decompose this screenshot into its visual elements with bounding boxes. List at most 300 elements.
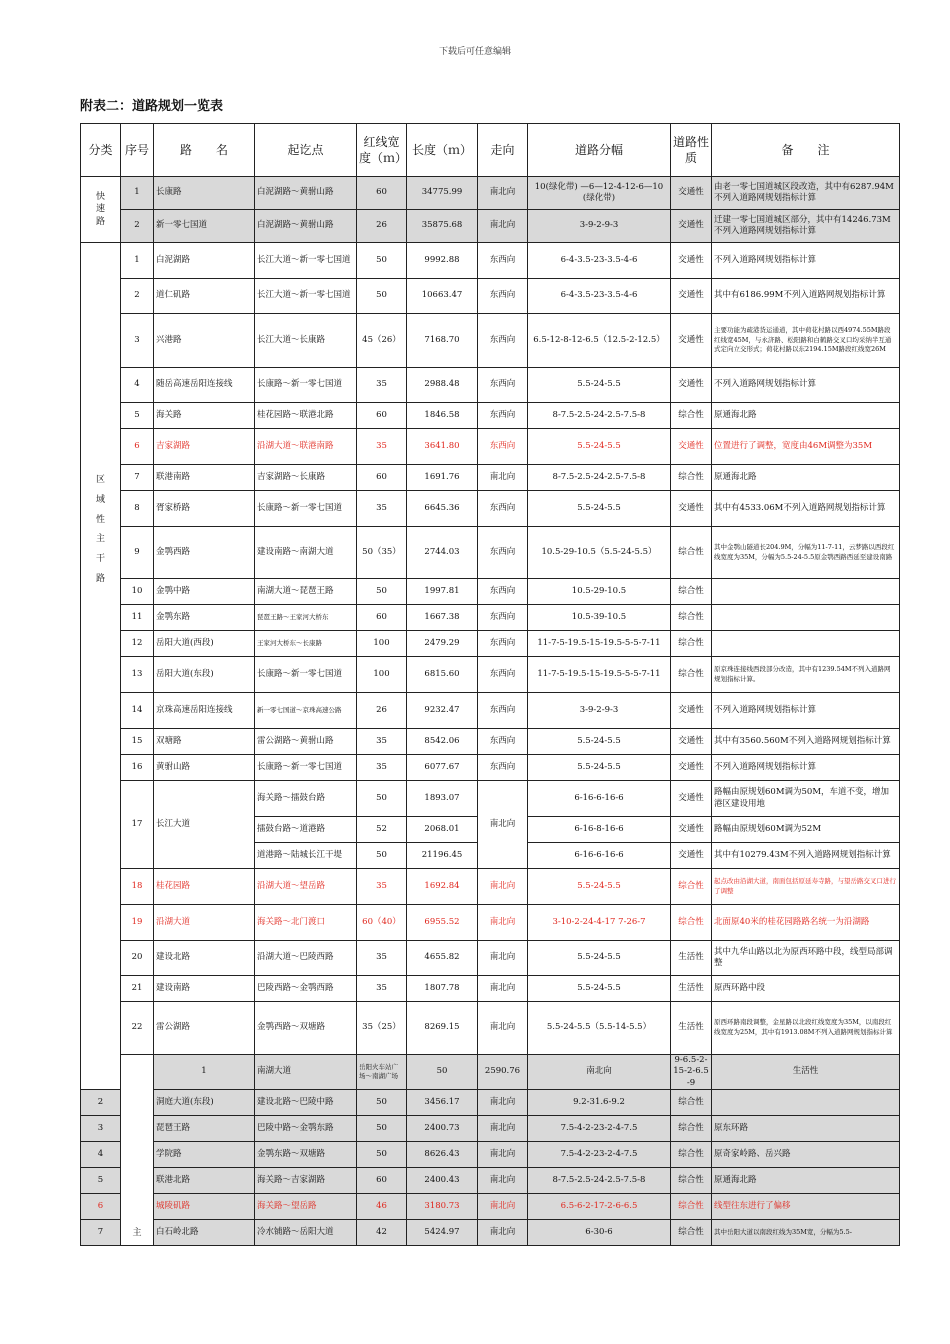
- range-cell: 长康路～新一零七国道: [255, 368, 357, 403]
- road-name-cell: 南湖大道: [255, 1055, 357, 1090]
- seq-cell: 22: [121, 1002, 154, 1055]
- width-cell: 50: [357, 243, 407, 279]
- remark-cell: 线型往东进行了偏移: [712, 1194, 900, 1220]
- road-name-cell: 城陵矶路: [154, 1194, 255, 1220]
- table-row: [81, 693, 900, 729]
- header-nature: 道路性质: [671, 124, 712, 177]
- length-cell: 3180.73: [407, 1194, 478, 1220]
- remark-cell: 原西环路中段: [712, 976, 900, 1002]
- range-cell: 建设南路～南湖大道: [255, 527, 357, 579]
- seq-cell: 10: [121, 579, 154, 605]
- length-cell: 2400.73: [407, 1116, 478, 1142]
- nature-cell: 生活性: [671, 1002, 712, 1055]
- length-cell: 2479.29: [407, 631, 478, 657]
- nature-cell: 交通性: [671, 843, 712, 869]
- width-cell: 60: [357, 1168, 407, 1194]
- direction-cell: 东西向: [478, 693, 528, 729]
- remark-cell: 由老一零七国道城区段改造，其中有6287.94M不列入道路网规划指标计算: [712, 177, 900, 210]
- length-cell: 9992.88: [407, 243, 478, 279]
- road-name-cell: 雷公湖路: [154, 1002, 255, 1055]
- direction-cell: 东西向: [478, 429, 528, 465]
- nature-cell: 综合性: [671, 905, 712, 941]
- header-direction: 走向: [478, 124, 528, 177]
- nature-cell: 交通性: [671, 279, 712, 314]
- remark-cell: 不列入道路网规划指标计算: [712, 243, 900, 279]
- width-cell: 50: [357, 279, 407, 314]
- seq-cell: 13: [121, 657, 154, 693]
- length-cell: 9232.47: [407, 693, 478, 729]
- seq-cell: 16: [121, 755, 154, 781]
- section-cell: 6-16-6-16-6: [528, 781, 671, 817]
- range-cell: 长江大道～长康路: [255, 314, 357, 368]
- remark-cell: 北面原40米的桂花园路路名统一为沿湖路: [712, 905, 900, 941]
- direction-cell: 东西向: [478, 243, 528, 279]
- range-cell: 白泥湖路～黄驸山路: [255, 210, 357, 243]
- road-name-cell: 沿湖大道: [154, 905, 255, 941]
- length-cell: 4655.82: [407, 941, 478, 976]
- range-cell: 海关路～吉家湖路: [255, 1168, 357, 1194]
- nature-cell: 交通性: [671, 817, 712, 843]
- table-row: [81, 579, 900, 605]
- width-cell: 35: [357, 869, 407, 905]
- direction-cell: 南北向: [478, 869, 528, 905]
- nature-cell: 交通性: [671, 177, 712, 210]
- range-cell: 冷水铺路～岳阳大道: [255, 1220, 357, 1246]
- direction-cell: 东西向: [478, 491, 528, 527]
- range-cell: 长康路～新一零七国道: [255, 755, 357, 781]
- road-name-cell: 金鹗东路: [154, 605, 255, 631]
- length-cell: 10663.47: [407, 279, 478, 314]
- seq-cell: 11: [121, 605, 154, 631]
- nature-cell: 生活性: [671, 976, 712, 1002]
- section-cell: 10(绿化带) —6—12-4-12-6—10(绿化带): [528, 177, 671, 210]
- width-cell: 35: [357, 429, 407, 465]
- table-row: [81, 279, 900, 314]
- width-cell: 60（40）: [357, 905, 407, 941]
- width-cell: 35: [357, 491, 407, 527]
- range-cell: 巴陵西路～金鹗西路: [255, 976, 357, 1002]
- nature-cell: 交通性: [671, 210, 712, 243]
- remark-cell: 其中有6186.99M不列入道路网规划指标计算: [712, 279, 900, 314]
- width-cell: 50: [357, 579, 407, 605]
- remark-cell: [712, 605, 900, 631]
- seq-cell: 7: [121, 465, 154, 491]
- range-cell: 金鹗西路～双塘路: [255, 1002, 357, 1055]
- nature-cell: 综合性: [671, 403, 712, 429]
- length-cell: 2590.76: [478, 1055, 528, 1090]
- table-header-row: [81, 124, 900, 177]
- section-cell: 7.5-4-2-23-2-4-7.5: [528, 1116, 671, 1142]
- seq-cell: 19: [121, 905, 154, 941]
- road-name-cell: 随岳高速岳阳连接线: [154, 368, 255, 403]
- road-name-cell: 兴港路: [154, 314, 255, 368]
- seq-cell: 1: [121, 243, 154, 279]
- seq-cell: 1: [154, 1055, 255, 1090]
- width-cell: 60: [357, 465, 407, 491]
- width-cell: 50: [357, 843, 407, 869]
- direction-cell: 南北向: [478, 976, 528, 1002]
- header-name: 路 名: [154, 124, 255, 177]
- table-row: [81, 429, 900, 465]
- range-cell: 巴陵中路～金鹗东路: [255, 1116, 357, 1142]
- seq-cell: 20: [121, 941, 154, 976]
- width-cell: 50: [357, 1090, 407, 1116]
- remark-cell: 其中金鹗山隧道长204.9M，分幅为11-7-11，云梦路以西段红线宽度为35M，分幅为5.5-24-5.5原金鹗西路西延至建设南路: [712, 527, 900, 579]
- width-cell: 100: [357, 631, 407, 657]
- range-cell: 沿湖大道～巴陵西路: [255, 941, 357, 976]
- remark-cell: 不列入道路网规划指标计算: [712, 693, 900, 729]
- header-section: 道路分幅: [528, 124, 671, 177]
- table-row: [81, 605, 900, 631]
- length-cell: 35875.68: [407, 210, 478, 243]
- direction-cell: 东西向: [478, 729, 528, 755]
- remark-cell: 不列入道路网规划指标计算: [712, 368, 900, 403]
- remark-cell: 原通海北路: [712, 465, 900, 491]
- seq-cell: 12: [121, 631, 154, 657]
- section-cell: 3-10-2-24-4-17 7-26-7: [528, 905, 671, 941]
- length-cell: 8269.15: [407, 1002, 478, 1055]
- range-cell: 南湖大道～琵琶王路: [255, 579, 357, 605]
- section-cell: 8-7.5-2.5-24-2.5-7.5-8: [528, 403, 671, 429]
- table-row: [81, 314, 900, 368]
- remark-cell: 路幅由原规划60M调为52M: [712, 817, 900, 843]
- range-cell: 长康路～新一零七国道: [255, 657, 357, 693]
- length-cell: 1846.58: [407, 403, 478, 429]
- page-title: 附表二：道路规划一览表: [80, 99, 224, 114]
- section-cell: 5.5-24-5.5: [528, 429, 671, 465]
- table-row: [81, 527, 900, 579]
- seq-cell: 2: [121, 210, 154, 243]
- width-cell: 46: [357, 1194, 407, 1220]
- direction-cell: 东西向: [478, 657, 528, 693]
- nature-cell: 交通性: [671, 368, 712, 403]
- nature-cell: 综合性: [671, 1142, 712, 1168]
- section-cell: 7.5-4-2-23-2-4-7.5: [528, 1142, 671, 1168]
- range-cell: 金鹗东路～双塘路: [255, 1142, 357, 1168]
- seq-cell: 2: [121, 279, 154, 314]
- table-row: [81, 465, 900, 491]
- section-cell: 6-4-3.5-23-3.5-4-6: [528, 279, 671, 314]
- length-cell: 2400.43: [407, 1168, 478, 1194]
- remark-cell: 其中有3560.560M不列入道路网规划指标计算: [712, 729, 900, 755]
- range-cell: 长江大道～新一零七国道: [255, 279, 357, 314]
- width-cell: 50（35）: [357, 527, 407, 579]
- section-cell: 5.5-24-5.5: [528, 941, 671, 976]
- section-cell: 9.2-31.6-9.2: [528, 1090, 671, 1116]
- range-cell: 王家河大桥东～长康路: [255, 631, 357, 657]
- seq-cell: 6: [81, 1194, 121, 1220]
- section-cell: 11-7-5-19.5-15-19.5-5-5-7-11: [528, 631, 671, 657]
- seq-cell: 15: [121, 729, 154, 755]
- direction-cell: 东西向: [478, 368, 528, 403]
- width-cell: 42: [357, 1220, 407, 1246]
- seq-cell: 1: [121, 177, 154, 210]
- length-cell: 6955.52: [407, 905, 478, 941]
- section-cell: 9-6.5-2-15-2-6.5-9: [671, 1055, 712, 1090]
- length-cell: 8626.43: [407, 1142, 478, 1168]
- table-row: [81, 941, 900, 976]
- table-row: [81, 243, 900, 279]
- table-row: [81, 368, 900, 403]
- header-length: 长度（ｍ）: [407, 124, 478, 177]
- nature-cell: 综合性: [671, 465, 712, 491]
- nature-cell: 生活性: [671, 941, 712, 976]
- table-row: [81, 755, 900, 781]
- length-cell: 8542.06: [407, 729, 478, 755]
- table-row: [81, 1142, 900, 1168]
- section-cell: 6-16-6-16-6: [528, 843, 671, 869]
- length-cell: 5424.97: [407, 1220, 478, 1246]
- direction-cell: 南北向: [478, 1142, 528, 1168]
- length-cell: 1807.78: [407, 976, 478, 1002]
- length-cell: 1667.38: [407, 605, 478, 631]
- section-cell: 6-4-3.5-23-3.5-4-6: [528, 243, 671, 279]
- nature-cell: 综合性: [671, 1116, 712, 1142]
- nature-cell: 生活性: [712, 1055, 900, 1090]
- seq-cell: 5: [121, 403, 154, 429]
- direction-cell: 东西向: [478, 755, 528, 781]
- table-row: [81, 1220, 900, 1246]
- range-cell: 道港路～陆城长江干堤: [255, 843, 357, 869]
- table-row: [81, 781, 900, 817]
- header-category: 分类: [81, 124, 121, 177]
- nature-cell: 综合性: [671, 527, 712, 579]
- seq-cell: 3: [121, 314, 154, 368]
- road-name-cell: 胥家桥路: [154, 491, 255, 527]
- direction-cell: 南北向: [478, 1090, 528, 1116]
- road-name-cell: 岳阳大道(西段): [154, 631, 255, 657]
- seq-cell: 9: [121, 527, 154, 579]
- nature-cell: 交通性: [671, 693, 712, 729]
- width-cell: 52: [357, 817, 407, 843]
- remark-cell: 原通海北路: [712, 403, 900, 429]
- range-cell: 海关路～北门渡口: [255, 905, 357, 941]
- road-name-cell: 道仁矶路: [154, 279, 255, 314]
- width-cell: 26: [357, 210, 407, 243]
- road-name-cell: 联港北路: [154, 1168, 255, 1194]
- width-cell: 35: [357, 755, 407, 781]
- table-row: [81, 869, 900, 905]
- direction-cell: 南北向: [478, 465, 528, 491]
- table-row: [81, 403, 900, 429]
- table-row: [81, 177, 900, 210]
- category-regional-cell: 区 域 性 主 干 路: [81, 243, 121, 1090]
- direction-cell: 南北向: [478, 1002, 528, 1055]
- section-cell: 8-7.5-2.5-24-2.5-7.5-8: [528, 465, 671, 491]
- nature-cell: 交通性: [671, 729, 712, 755]
- road-name-cell: 长康路: [154, 177, 255, 210]
- length-cell: 2988.48: [407, 368, 478, 403]
- table-row: [81, 1002, 900, 1055]
- header-range: 起讫点: [255, 124, 357, 177]
- range-cell: 海关路～望岳路: [255, 1194, 357, 1220]
- section-cell: 10.5-39-10.5: [528, 605, 671, 631]
- nature-cell: 交通性: [671, 429, 712, 465]
- road-name-cell: 岳阳大道(东段): [154, 657, 255, 693]
- nature-cell: 交通性: [671, 243, 712, 279]
- section-cell: 8-7.5-2.5-24-2.5-7.5-8: [528, 1168, 671, 1194]
- road-name-cell: 建设北路: [154, 941, 255, 976]
- section-cell: 6-30-6: [528, 1220, 671, 1246]
- remark-cell: 不列入道路网规划指标计算: [712, 755, 900, 781]
- top-note: 下载后可任意编辑: [438, 47, 511, 57]
- width-cell: 50: [407, 1055, 478, 1090]
- seq-cell: 8: [121, 491, 154, 527]
- header-remark: 备 注: [712, 124, 900, 177]
- length-cell: 7168.70: [407, 314, 478, 368]
- road-name-cell: 白泥湖路: [154, 243, 255, 279]
- width-cell: 60: [357, 403, 407, 429]
- width-cell: 35: [357, 941, 407, 976]
- road-name-cell: 长江大道: [154, 781, 255, 869]
- direction-cell: 南北向: [478, 781, 528, 869]
- remark-cell: 位置进行了调整，宽度由46M调整为35M: [712, 429, 900, 465]
- nature-cell: 交通性: [671, 755, 712, 781]
- table-row: [81, 976, 900, 1002]
- direction-cell: 东西向: [478, 631, 528, 657]
- length-cell: 34775.99: [407, 177, 478, 210]
- length-cell: 6077.67: [407, 755, 478, 781]
- width-cell: 35: [357, 729, 407, 755]
- seq-cell: 2: [81, 1090, 121, 1116]
- range-cell: 建设北路～巴陵中路: [255, 1090, 357, 1116]
- road-plan-table: [80, 123, 900, 1246]
- direction-cell: 南北向: [478, 905, 528, 941]
- remark-cell: [712, 579, 900, 605]
- width-cell: 50: [357, 781, 407, 817]
- table-row: [81, 210, 900, 243]
- section-cell: 5.5-24-5.5: [528, 729, 671, 755]
- length-cell: 6645.36: [407, 491, 478, 527]
- length-cell: 1997.81: [407, 579, 478, 605]
- seq-cell: 21: [121, 976, 154, 1002]
- remark-cell: 原奇家岭路、岳兴路: [712, 1142, 900, 1168]
- length-cell: 2068.01: [407, 817, 478, 843]
- road-name-cell: 桂花园路: [154, 869, 255, 905]
- section-cell: 6.5-12-8-12-6.5（12.5-2-12.5）: [528, 314, 671, 368]
- category-main-cell: 主: [121, 1055, 154, 1246]
- length-cell: 1692.84: [407, 869, 478, 905]
- section-cell: 5.5-24-5.5: [528, 976, 671, 1002]
- range-cell: 擂鼓台路～道港路: [255, 817, 357, 843]
- section-cell: 11-7-5-19.5-15-19.5-5-5-7-11: [528, 657, 671, 693]
- length-cell: 6815.60: [407, 657, 478, 693]
- road-name-cell: 学院路: [154, 1142, 255, 1168]
- header-width: 红线宽度（ｍ）: [357, 124, 407, 177]
- road-name-cell: 洞庭大道(东段): [154, 1090, 255, 1116]
- range-cell: 桂花园路～联港北路: [255, 403, 357, 429]
- section-cell: 3-9-2-9-3: [528, 693, 671, 729]
- remark-cell: 主要功能为疏港货运通道，其中荷花村路以西4974.55M路段红线宽45M，与永济路、松阳路和白鹤路交叉口均采纳半互通式定向立交形式；荷花村路以东2194.15M路段红线宽26M: [712, 314, 900, 368]
- nature-cell: 综合性: [671, 1168, 712, 1194]
- seq-cell: 18: [121, 869, 154, 905]
- road-name-cell: 新一零七国道: [154, 210, 255, 243]
- range-cell: 白泥湖路～黄驸山路: [255, 177, 357, 210]
- direction-cell: 南北向: [478, 177, 528, 210]
- remark-cell: 原通海北路: [712, 1168, 900, 1194]
- width-cell: 35（25）: [357, 1002, 407, 1055]
- direction-cell: 东西向: [478, 579, 528, 605]
- category-express-cell: 快速路: [81, 177, 121, 243]
- nature-cell: 综合性: [671, 631, 712, 657]
- width-cell: 100: [357, 657, 407, 693]
- section-cell: 5.5-24-5.5: [528, 869, 671, 905]
- table-row: [81, 1055, 900, 1090]
- road-name-cell: 京珠高速岳阳连接线: [154, 693, 255, 729]
- length-cell: 21196.45: [407, 843, 478, 869]
- direction-cell: 东西向: [478, 527, 528, 579]
- table-row: [81, 729, 900, 755]
- width-cell: 35: [357, 368, 407, 403]
- nature-cell: 交通性: [671, 781, 712, 817]
- table-row: [81, 1168, 900, 1194]
- width-cell: 26: [357, 693, 407, 729]
- section-cell: 5.5-24-5.5（5.5-14-5.5）: [528, 1002, 671, 1055]
- road-name-cell: 联港南路: [154, 465, 255, 491]
- seq-cell: 7: [81, 1220, 121, 1246]
- section-cell: 3-9-2-9-3: [528, 210, 671, 243]
- section-cell: 10.5-29-10.5: [528, 579, 671, 605]
- direction-cell: 东西向: [478, 605, 528, 631]
- width-cell: 50: [357, 1116, 407, 1142]
- section-cell: 5.5-24-5.5: [528, 755, 671, 781]
- range-cell: 沿湖大道～联港南路: [255, 429, 357, 465]
- range-cell: 岳阳火车站广场～南湖广场: [357, 1055, 407, 1090]
- remark-cell: 原京珠连接线西段部分改造，其中有1239.54M不列入道路网规划指标计算。: [712, 657, 900, 693]
- nature-cell: 综合性: [671, 657, 712, 693]
- nature-cell: 交通性: [671, 491, 712, 527]
- direction-cell: 南北向: [478, 941, 528, 976]
- seq-cell: 4: [81, 1142, 121, 1168]
- table-row: [81, 1116, 900, 1142]
- header-seq: 序号: [121, 124, 154, 177]
- range-cell: 沿湖大道～望岳路: [255, 869, 357, 905]
- seq-cell: 6: [121, 429, 154, 465]
- nature-cell: 综合性: [671, 1090, 712, 1116]
- range-cell: 长康路～新一零七国道: [255, 491, 357, 527]
- remark-cell: 其中岳阳大道以南段红线为35M宽，分幅为5.5-: [712, 1220, 900, 1246]
- direction-cell: 南北向: [478, 210, 528, 243]
- range-cell: 海关路～擂鼓台路: [255, 781, 357, 817]
- length-cell: 1893.07: [407, 781, 478, 817]
- table-row: [81, 1090, 900, 1116]
- length-cell: 2744.03: [407, 527, 478, 579]
- road-name-cell: 白石岭北路: [154, 1220, 255, 1246]
- nature-cell: 综合性: [671, 579, 712, 605]
- road-name-cell: 黄驸山路: [154, 755, 255, 781]
- remark-cell: 其中九华山路以北为原西环路中段，线型局部调整: [712, 941, 900, 976]
- direction-cell: 南北向: [478, 1194, 528, 1220]
- width-cell: 45（26）: [357, 314, 407, 368]
- remark-cell: 其中有4533.06M不列入道路网规划指标计算: [712, 491, 900, 527]
- seq-cell: 3: [81, 1116, 121, 1142]
- section-cell: 6-16-8-16-6: [528, 817, 671, 843]
- width-cell: 50: [357, 1142, 407, 1168]
- direction-cell: 东西向: [478, 279, 528, 314]
- width-cell: 60: [357, 177, 407, 210]
- road-name-cell: 琵琶王路: [154, 1116, 255, 1142]
- remark-cell: [712, 1090, 900, 1116]
- remark-cell: 路幅由原规划60M调为50M，车道不变，增加港区建设用地: [712, 781, 900, 817]
- direction-cell: 南北向: [528, 1055, 671, 1090]
- remark-cell: 原西环路南段调整，金星路以北段红线宽度为35M，以南段红线宽度为25M，其中有1913.08M不列入道路网规划指标计算: [712, 1002, 900, 1055]
- remark-cell: 其中有10279.43M不列入道路网规划指标计算: [712, 843, 900, 869]
- seq-cell: 5: [81, 1168, 121, 1194]
- section-cell: 5.5-24-5.5: [528, 368, 671, 403]
- nature-cell: 综合性: [671, 1220, 712, 1246]
- length-cell: 1691.76: [407, 465, 478, 491]
- road-name-cell: 建设南路: [154, 976, 255, 1002]
